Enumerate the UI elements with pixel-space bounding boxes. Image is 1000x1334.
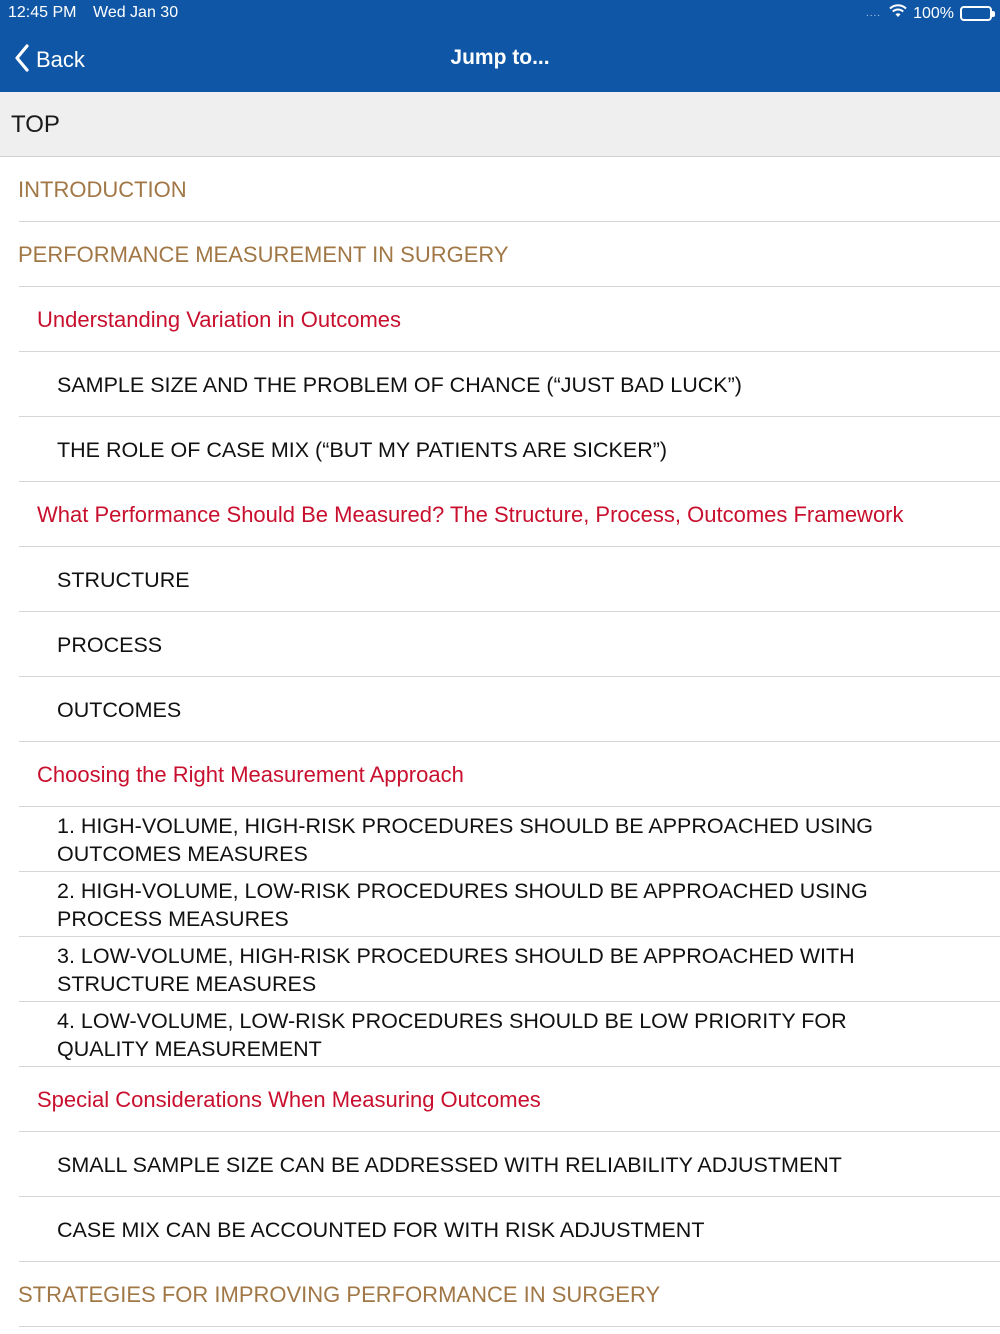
toc-item-level-3[interactable] — [0, 547, 1000, 612]
toc-item-label: INTRODUCTION — [18, 176, 187, 202]
toc-item-label: SMALL SAMPLE SIZE CAN BE ADDRESSED WITH RELIABILITY ADJUSTMENT — [57, 1152, 842, 1177]
toc-item-level-3[interactable] — [0, 872, 1000, 937]
page-title: Jump to... — [450, 46, 550, 69]
toc-item-level-3[interactable] — [0, 937, 1000, 1002]
toc-item-label: PROCESS — [57, 632, 163, 657]
toc-item-level-3[interactable] — [0, 1132, 1000, 1197]
toc-item-level-3[interactable] — [0, 1197, 1000, 1262]
toc-item-label: SAMPLE SIZE AND THE PROBLEM OF CHANCE (“JUST BAD LUCK”) — [57, 372, 742, 397]
signal-icon: .... — [865, 8, 882, 19]
back-label: Back — [36, 47, 85, 72]
toc-top-link[interactable] — [0, 92, 1000, 157]
toc-item-level-2[interactable] — [0, 1067, 1000, 1132]
toc-item-label: THE ROLE OF CASE MIX (“BUT MY PATIENTS ARE SICKER”) — [57, 437, 668, 462]
toc-item-level-2[interactable] — [0, 482, 1000, 547]
toc-item-label: STRUCTURE — [57, 567, 190, 592]
toc-item-level-3[interactable] — [0, 612, 1000, 677]
toc-item-level-2[interactable] — [0, 742, 1000, 807]
toc-item-label: CASE MIX CAN BE ACCOUNTED FOR WITH RISK ADJUSTMENT — [57, 1217, 705, 1242]
status-bar — [0, 0, 1000, 28]
battery-icon — [960, 6, 992, 21]
toc-item-label: OUTCOMES — [57, 697, 182, 722]
toc-item-label: What Performance Should Be Measured? The Structure, Process, Outcomes Framework — [37, 501, 904, 527]
battery-percent: 100% — [913, 4, 954, 22]
toc-list — [0, 157, 1000, 1327]
status-time: 12:45 PM — [8, 4, 77, 21]
toc-item-label: Understanding Variation in Outcomes — [37, 306, 402, 332]
toc-item-label: 2. HIGH-VOLUME, LOW-RISK PROCEDURES SHOULD BE APPROACHED USING PROCESS MEASURES — [57, 878, 868, 931]
wifi-icon — [889, 4, 907, 23]
toc-top-label: TOP — [11, 111, 60, 138]
toc-item-label: Special Considerations When Measuring Outcomes — [37, 1086, 541, 1112]
toc-item-label: STRATEGIES FOR IMPROVING PERFORMANCE IN SURGERY — [18, 1281, 661, 1307]
toc-item-label: Choosing the Right Measurement Approach — [37, 761, 464, 787]
toc-item-level-3[interactable] — [0, 677, 1000, 742]
toc-item-label: 4. LOW-VOLUME, LOW-RISK PROCEDURES SHOULD BE LOW PRIORITY FOR QUALITY MEASUREMENT — [57, 1008, 847, 1061]
toc-item-level-3[interactable] — [0, 417, 1000, 482]
toc-item-label: 3. LOW-VOLUME, HIGH-RISK PROCEDURES SHOULD BE APPROACHED WITH STRUCTURE MEASURES — [57, 943, 855, 996]
toc-item-level-3[interactable] — [0, 807, 1000, 872]
nav-header — [0, 0, 1000, 92]
toc-item-label: PERFORMANCE MEASUREMENT IN SURGERY — [18, 241, 509, 267]
toc-item-level-1[interactable] — [0, 222, 1000, 287]
status-date: Wed Jan 30 — [93, 4, 179, 21]
toc-item-level-3[interactable] — [0, 1002, 1000, 1067]
toc-item-level-1[interactable] — [0, 157, 1000, 222]
toc-item-level-3[interactable] — [0, 352, 1000, 417]
toc-item-label: 1. HIGH-VOLUME, HIGH-RISK PROCEDURES SHOULD BE APPROACHED USING OUTCOMES MEASURES — [57, 813, 873, 866]
toc-item-level-2[interactable] — [0, 287, 1000, 352]
toc-item-level-1[interactable] — [0, 1262, 1000, 1327]
status-indicators — [866, 4, 992, 23]
